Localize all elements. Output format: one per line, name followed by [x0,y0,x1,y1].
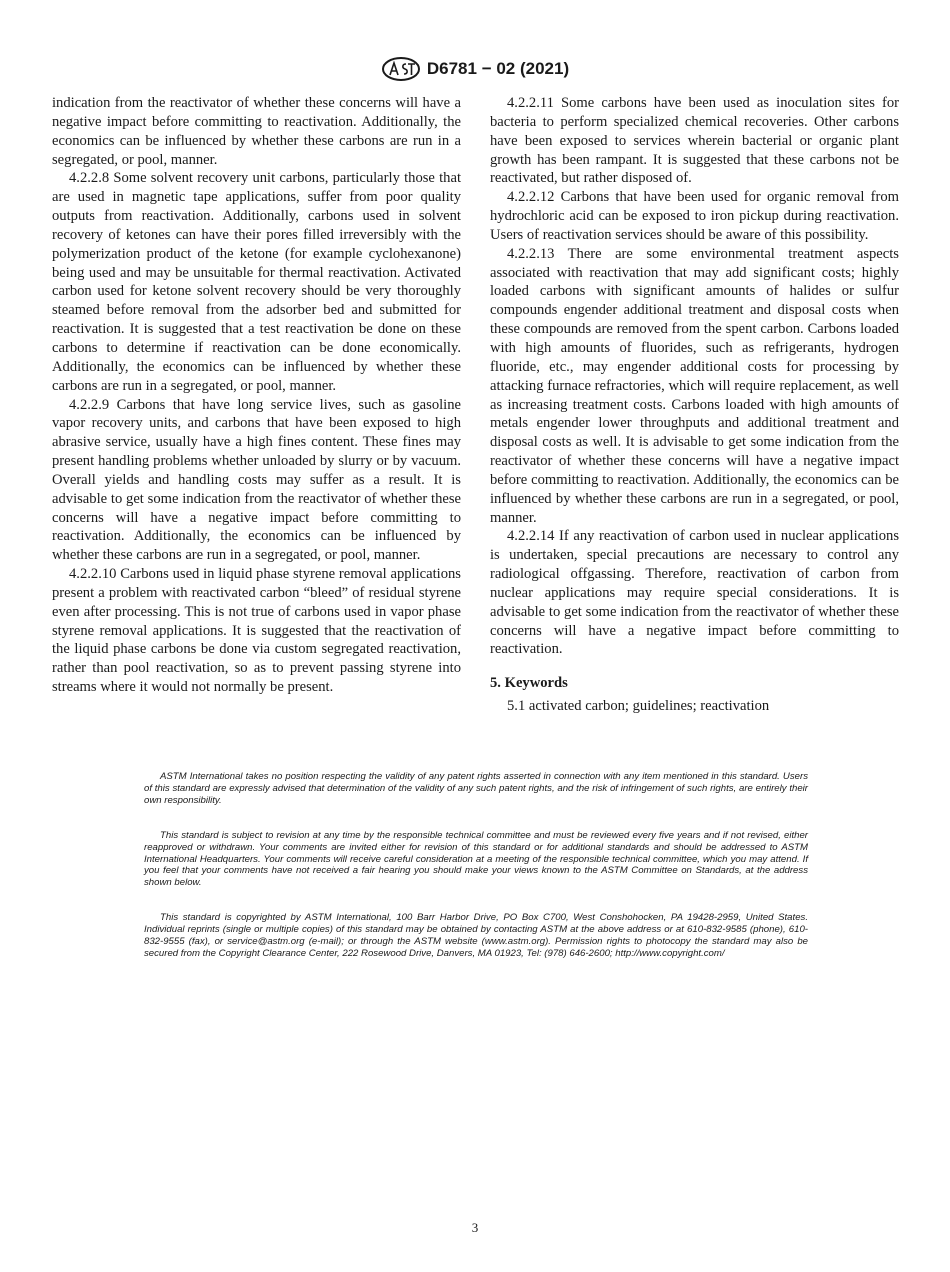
standard-designation: D6781 − 02 (2021) [426,59,570,78]
paragraph-4-2-2-9: 4.2.2.9 Carbons that have long service lives, such as gasoline vapor recovery units, and carbons that have been exposed to high abrasive service, usually have a high fines content. These fines may present handling problems whether unloaded by slurry or by vacuum. Overall yields and handling costs may suffer as a result. It is advisable to get some indication from the reactivator of whether these concerns will have a negative impact before committing to reactivation. Additionally, the economics can be influenced by whether these carbons are run in a segregated, or pool, manner. [52,396,461,564]
patent-notice: ASTM International takes no position respecting the validity of any patent rights asserted in connection with any item mentioned in this standard. Users of this standard are expressly advised that determination of the validity of any such patent rights, and the risk of infringement of such rights, are entirely their own responsibility. [144,771,808,806]
paragraph-4-2-2-11: 4.2.2.11 Some carbons have been used as inoculation sites for bacteria to perform specialized chemical recoveries. Other carbons have been exposed to services wherein bacterial or organic plant growth has been rampant. It is suggested that these carbons not be reactivated, but rather disposed of. [490,95,899,187]
paragraph-4-2-2-8: 4.2.2.8 Some solvent recovery unit carbons, particularly those that are used in magnetic tape applications, suffer from poor quality outputs from reactivation. Additionally, carbons used in solvent recovery of ketones can have their pores filled irreversibly with the polymerization product of the ketone (for example cyclohexanone) being used and may be unsuitable for thermal reactivation. Activated carbon used for ketone solvent recovery should be very thoroughly steamed before removal from the adsorber bed and submitted for reactivation. It is suggested that a test reactivation be done on these carbons to determine if reactivation can be done economically. Additionally, the economics can be influenced by whether these carbons are run in a segregated, or pool, manner. [52,170,461,394]
legal-notes [144,771,808,983]
right-column [490,94,899,716]
revision-notice: This standard is subject to revision at any time by the responsible technical committee and must be reviewed every five years and if not revised, either reapproved or withdrawn. Your comments are invited either for revision of this standard or for additional standards and should be addressed to ASTM International Headquarters. Your comments will receive careful consideration at a meeting of the responsible technical committee, which you may attend. If you feel that your comments have not received a fair hearing you should make your views known to the ASTM Committee on Standards, at the address shown below. [144,829,808,889]
left-column [52,94,461,697]
keywords-heading: 5. Keywords [490,675,568,692]
paragraph-4-2-2-13: 4.2.2.13 There are some environmental treatment aspects associated with reactivation that may add significant costs; highly loaded carbons with significant amounts of halides or sulfur compounds engender additional treatment and disposal costs when these compounds are removed from the spent carbon. Carbons loaded with high amounts of fluorides, such as refrigerants, hydrogen fluoride, etc., may engender additional costs for processing by attacking furnace refractories, which will require replacement, as well as increasing treatment costs. Carbons loaded with high amounts of metals engender lower throughputs and additional treatment and disposal costs as well. It is advisable to get some indication from the reactivator of whether these concerns will have a negative impact before committing to reactivation. Additionally, the economics can be influenced by whether these carbons are run in a segregated, or pool, manner. [490,245,899,526]
paragraph-4-2-2-10: 4.2.2.10 Carbons used in liquid phase styrene removal applications present a problem with reactivated carbon “bleed” of residual styrene even after processing. This is not true of carbons used in vapor phase styrene removal applications. It is suggested that the reactivation of the liquid phase carbons be done via custom segregated reactivation, rather than pool reactivation, so as to prevent passing styrene into streams where it would not normally be present. [52,566,461,696]
keywords-text: 5.1 activated carbon; guidelines; reactivation [507,698,770,715]
page-number: 3 [471,1220,479,1235]
copyright-notice: This standard is copyrighted by ASTM International, 100 Barr Harbor Drive, PO Box C700, West Conshohocken, PA 19428-2959, United States. Individual reprints (single or multiple copies) of this standard may be obtained by contacting ASTM at the above address or at 610-832-9585 (phone), 610-832-9555 (fax), or service@astm.org (e-mail); or through the ASTM website (www.astm.org). Permission rights to photocopy the standard may also be secured from the Copyright Clearance Center, 222 Rosewood Drive, Danvers, MA 01923, Tel: (978) 646-2600; http://www.copyright.com/ [144,912,808,959]
paragraph-continued: indication from the reactivator of whether these concerns will have a negative impact before committing to reactivation. Additionally, the economics can be influenced by whether these carbons are run in a segregated, or pool, manner. [52,95,461,168]
astm-logo-icon [381,56,421,82]
paragraph-4-2-2-12: 4.2.2.12 Carbons that have been used for organic removal from hydrochloric acid can be exposed to iron pickup during reactivation. Users of reactivation services should be aware of this possibility. [490,189,899,243]
page-header [0,56,950,82]
paragraph-4-2-2-14: 4.2.2.14 If any reactivation of carbon used in nuclear applications is undertaken, special precautions are necessary to control any radiological offgassing. Therefore, reactivation of carbon from nuclear applications may require special considerations. It is advisable to get some indication from the reactivator of whether these concerns will have a negative impact before committing to reactivation. [490,528,899,658]
